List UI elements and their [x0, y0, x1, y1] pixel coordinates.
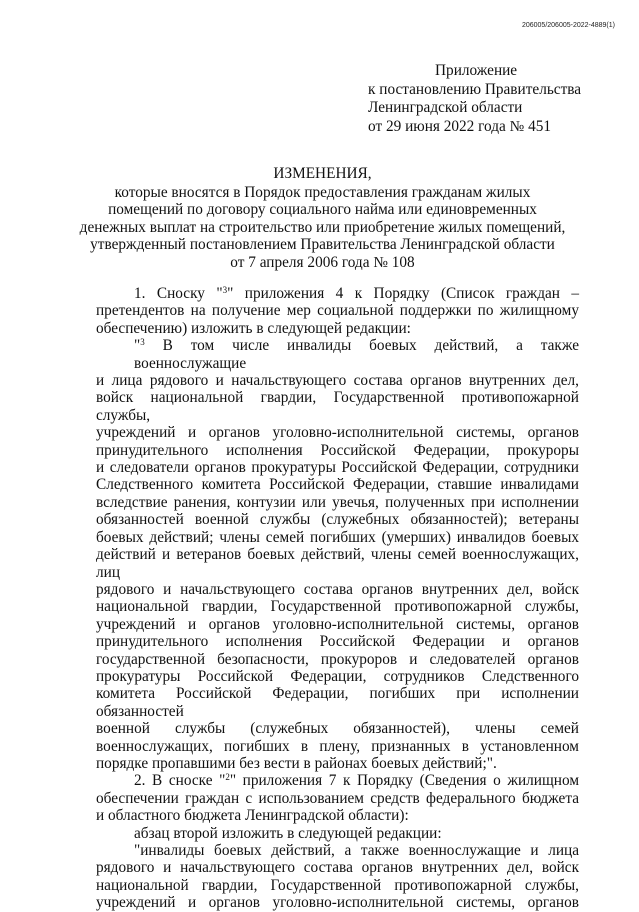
text-line: "$^3$ В том числе инвалиды боевых действий, а также военнослужащие: [134, 337, 579, 372]
text-line: вследствие ранения, контузии или увечья, полученных при исполнении: [96, 493, 579, 511]
item-1: [96, 285, 579, 337]
document-heading: [70, 165, 575, 272]
text-line: принудительного исполнения Российской Федерации и органов: [96, 633, 579, 651]
footnote-marker: 3: [222, 285, 228, 295]
text-line: порядке пропавшими без вести в районах боевых действий;".: [96, 754, 497, 772]
item-2: [96, 772, 579, 824]
heading-line: которые вносятся в Порядок предоставления гражданам жилых: [114, 183, 531, 201]
paragraph-abzats: абзац второй изложить в следующей редакции:: [134, 824, 442, 842]
text-line: обеспечении граждан с использованием средств федерального бюджета: [96, 789, 579, 807]
appendix-block: [368, 62, 618, 136]
text-line: рядового и начальствующего состава органов внутренних дел, войск: [96, 859, 579, 877]
appendix-line: к постановлению Правительства: [368, 80, 582, 98]
text-line: и областного бюджета Ленинградской области):: [96, 807, 409, 825]
text-line: и следователи органов прокуратуры Российской Федерации, сотрудники: [96, 459, 579, 477]
document-body: [96, 285, 579, 912]
heading-line: утвержденный постановлением Правительства Ленинградской области: [90, 236, 555, 254]
text-line: 1. Сноску "$^3$" приложения 4 к Порядку (Список граждан –: [134, 285, 580, 302]
appendix-date-number: от 29 июня 2022 года № 451: [368, 117, 552, 135]
text-line: принудительного исполнения Российской Федерации, прокуроры: [96, 441, 579, 459]
quote-2: [96, 842, 579, 912]
text-line: военнослужащих, погибших в плену, признанных в установленном: [96, 737, 579, 755]
text-line: действий и ветеранов боевых действий, члены семей военнослужащих, лиц: [96, 546, 579, 581]
text-line: рядового и начальствующего состава органов внутренних дел, войск: [96, 580, 579, 598]
heading-line: от 7 апреля 2006 года № 108: [230, 253, 415, 271]
appendix-title: Приложение: [435, 62, 518, 79]
text-line: "инвалиды боевых действий, а также военнослужащие и лица: [134, 842, 579, 859]
text-line: комитета Российской Федерации, погибших при исполнении обязанностей: [96, 685, 579, 720]
text-line: 2. В сноске "$^2$" приложения 7 к Порядку (Сведения о жилищном: [134, 772, 579, 790]
text-line: учреждений и органов уголовно-исполнительной системы, органов: [96, 894, 579, 912]
text-line: прокуратуры Российской Федерации, сотрудников Следственного: [96, 667, 579, 685]
heading-line: помещений по договору социального найма или единовременных: [108, 201, 537, 219]
text-line: учреждений и органов уголовно-исполнительной системы, органов: [96, 615, 579, 633]
heading-title: ИЗМЕНЕНИЯ,: [273, 165, 372, 182]
text-line: войск национальной гвардии, Государственной противопожарной службы,: [96, 389, 579, 424]
heading-line: денежных выплат на строительство или приобретение жилых помещений,: [79, 218, 566, 236]
text-line: обеспечению) изложить в следующей редакции:: [96, 319, 411, 337]
text-line: претендентов на получение мер социальной поддержки по жилищному: [96, 302, 579, 320]
quote-1: [96, 337, 579, 772]
text-line: национальной гвардии, Государственной противопожарной службы,: [96, 598, 579, 616]
text-line: обязанностей военной службы (служебных обязанностей); ветераны: [96, 511, 579, 529]
appendix-line: Ленинградской области: [368, 99, 523, 116]
text-line: учреждений и органов уголовно-исполнительной системы, органов: [96, 424, 579, 442]
text-line: боевых действий; члены семей погибших (умерших) инвалидов боевых: [96, 528, 579, 546]
text-line: государственной безопасности, прокуроров и следователей органов: [96, 650, 579, 668]
footnote-marker: 2: [225, 772, 230, 783]
document-id: 206005/206005-2022-4889(1): [521, 22, 615, 29]
text-line: Следственного комитета Российской Федерации, ставшие инвалидами: [96, 476, 579, 494]
text-line: национальной гвардии, Государственной противопожарной службы,: [96, 876, 579, 894]
text-line: военной службы (служебных обязанностей), члены семей: [96, 720, 579, 738]
footnote-marker: 3: [140, 337, 145, 348]
text-line: и лица рядового и начальствующего состава органов внутренних дел,: [96, 372, 579, 390]
